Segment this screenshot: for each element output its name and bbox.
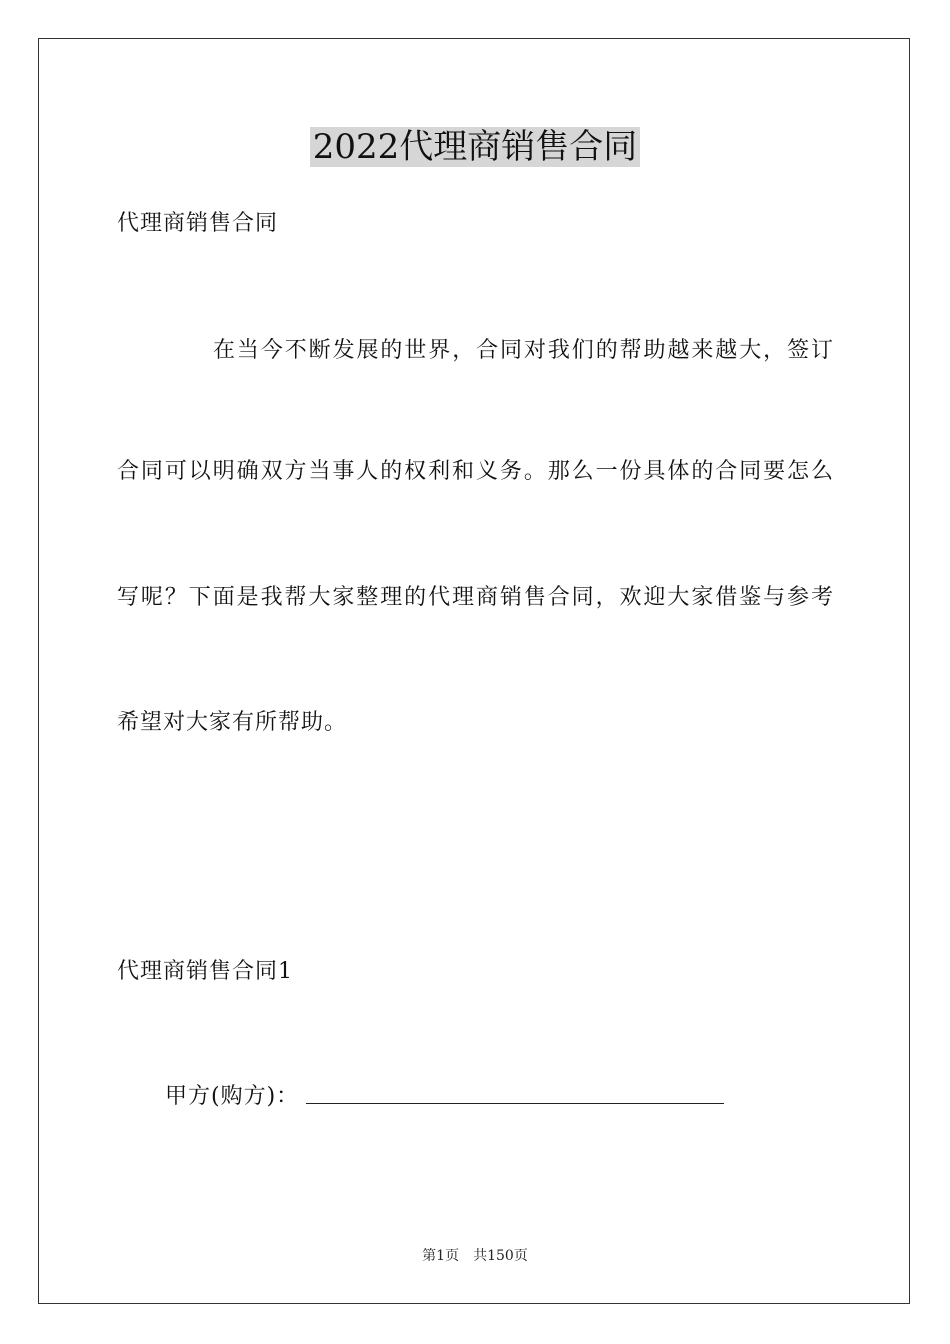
- page-number-total: 共150页: [473, 1248, 528, 1264]
- document-subtitle: 代理商销售合同: [117, 211, 279, 236]
- intro-paragraph-line-3: 写呢？下面是我帮大家整理的代理商销售合同，欢迎大家借鉴与参考: [117, 585, 833, 610]
- document-title: [0, 126, 950, 168]
- intro-paragraph-line-2: 合同可以明确双方当事人的权利和义务。那么一份具体的合同要怎么: [117, 459, 833, 484]
- party-a-blank-line: [306, 1103, 724, 1104]
- party-a-label: 甲方(购方)：: [165, 1084, 300, 1109]
- page-footer: [0, 1246, 950, 1266]
- document-title-text: 2022代理商销售合同: [310, 127, 641, 167]
- page-number-current: 第1页: [422, 1248, 460, 1264]
- section-heading: 代理商销售合同1: [117, 959, 293, 984]
- intro-paragraph-line-1: 在当今不断发展的世界，合同对我们的帮助越来越大，签订: [213, 338, 833, 363]
- intro-paragraph-line-4: 希望对大家有所帮助。: [117, 710, 348, 735]
